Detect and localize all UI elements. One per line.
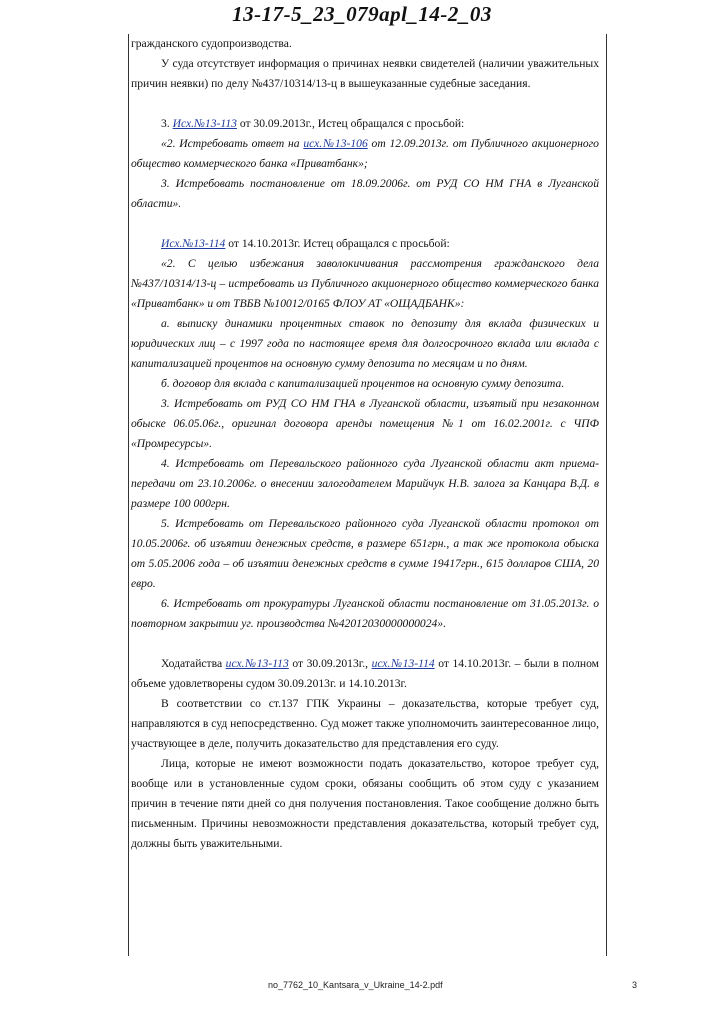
link-ref-13-106[interactable]: исх.№13-106 — [303, 137, 368, 150]
link-ref-13-114[interactable]: Исх.№13-114 — [161, 237, 226, 250]
paragraph — [131, 234, 599, 254]
document-body — [131, 34, 599, 854]
paragraph: б. договор для вклада с капитализацией процентов на основную сумму депозита. — [161, 377, 565, 390]
paragraph: «2. С целью избежания заволокичивания рассмотрения гражданского дела №437/10314/13-ц – истребовать из Публичного акционерного общество коммерческого банка «Приватбанк» и от ТВБВ №10012/0165 ФЛОУ АТ «ОЩАДБАНК»: — [131, 257, 599, 310]
right-margin-line — [606, 34, 607, 956]
paragraph: В соответствии со ст.137 ГПК Украины – доказательства, которые требует суд, направляются в суд непосредственно. Суд может также уполномочить заинтересованное лицо, участвующее в деле, получить доказательство для представления его суду. — [131, 697, 599, 750]
paragraph: 3. Истребовать от РУД СО НМ ГНА в Луганской области, изъятый при незаконном обыске 06.05.06г., оригинал договора аренды помещения №1 от 16.02.2001г. с ЧПФ «Промресурсы». — [131, 397, 599, 450]
text: 3. — [161, 117, 173, 130]
paragraph: У суда отсутствует информация о причинах неявки свидетелей (наличии уважительных причин неявки) по делу №437/10314/13-ц в вышеуказанные судебные заседания. — [131, 57, 599, 90]
paragraph — [131, 134, 599, 174]
text: от 14.10.2013г. Истец обращался с просьбой: — [225, 237, 450, 250]
text: от 14.10.2013г. – были в полном объеме удовлетворены судом 30.09.2013г. и 14.10.2013г. — [131, 657, 599, 690]
paragraph — [131, 654, 599, 694]
paragraph — [131, 114, 599, 134]
document-header-title: 13-17-5_23_079apl_14-2_03 — [232, 2, 492, 26]
link-ref-13-113[interactable]: исх.№13-113 — [225, 657, 289, 670]
text: от 30.09.2013г., Истец обращался с просьбой: — [236, 117, 465, 130]
paragraph: 5. Истребовать от Перевальского районного суда Луганской области протокол от 10.05.2006г. об изъятии денежных средств, в размере 651грн., а так же протокола обыска от 5.05.2006 года – об изъятии денежных средств в сумме 19417грн., 615 долларов США, 20 евро. — [131, 517, 599, 590]
paragraph: 4. Истребовать от Перевальского районного суда Луганской области акт приема-передачи от 23.10.2006г. о внесении залогодателем Марийчук Н.В. залога за Канцара В.Д. в размере 100 000грн. — [131, 457, 599, 510]
paragraph: гражданского судопроизводства. — [131, 37, 292, 50]
link-ref-13-114[interactable]: исх.№13-114 — [371, 657, 435, 670]
text: от 12.09.2013г. от Публичного акционерного общество коммерческого банка «Приватбанк»; — [131, 137, 599, 170]
text: «2. Истребовать ответ на — [161, 137, 304, 150]
link-ref-13-113[interactable]: Исх.№13-113 — [172, 117, 237, 130]
page-number: 3 — [632, 980, 638, 990]
paragraph: 3. Истребовать постановление от 18.09.2006г. от РУД СО НМ ГНА в Луганской области». — [131, 177, 599, 210]
paragraph: 6. Истребовать от прокуратуры Луганской области постановление от 31.05.2013г. о повторном закрытии уг. производства №42012030000000024». — [131, 597, 599, 630]
footer-filename: no_7762_10_Kantsara_v_Ukraine_14-2.pdf — [268, 980, 443, 990]
paragraph: а. выписку динамики процентных ставок по депозиту для вклада физических и юридических лиц – с 1997 года по настоящее время для долгосрочного вклада или вклада с капитализацией процентов на основную сумму депозита по месяцам и по дням. — [131, 317, 599, 370]
paragraph: Лица, которые не имеют возможности подать доказательство, которое требует суд, вообще или в установленные судом сроки, обязаны сообщить об этом суду с указанием причин в течение пяти дней со дня получения постановления. Такое сообщение должно быть письменным. Причины невозможности представления доказательства, который требует суд, должны быть уважительными. — [131, 757, 599, 850]
text: Ходатайства — [161, 657, 226, 670]
left-margin-line — [128, 34, 129, 956]
text: от 30.09.2013г., — [288, 657, 372, 670]
